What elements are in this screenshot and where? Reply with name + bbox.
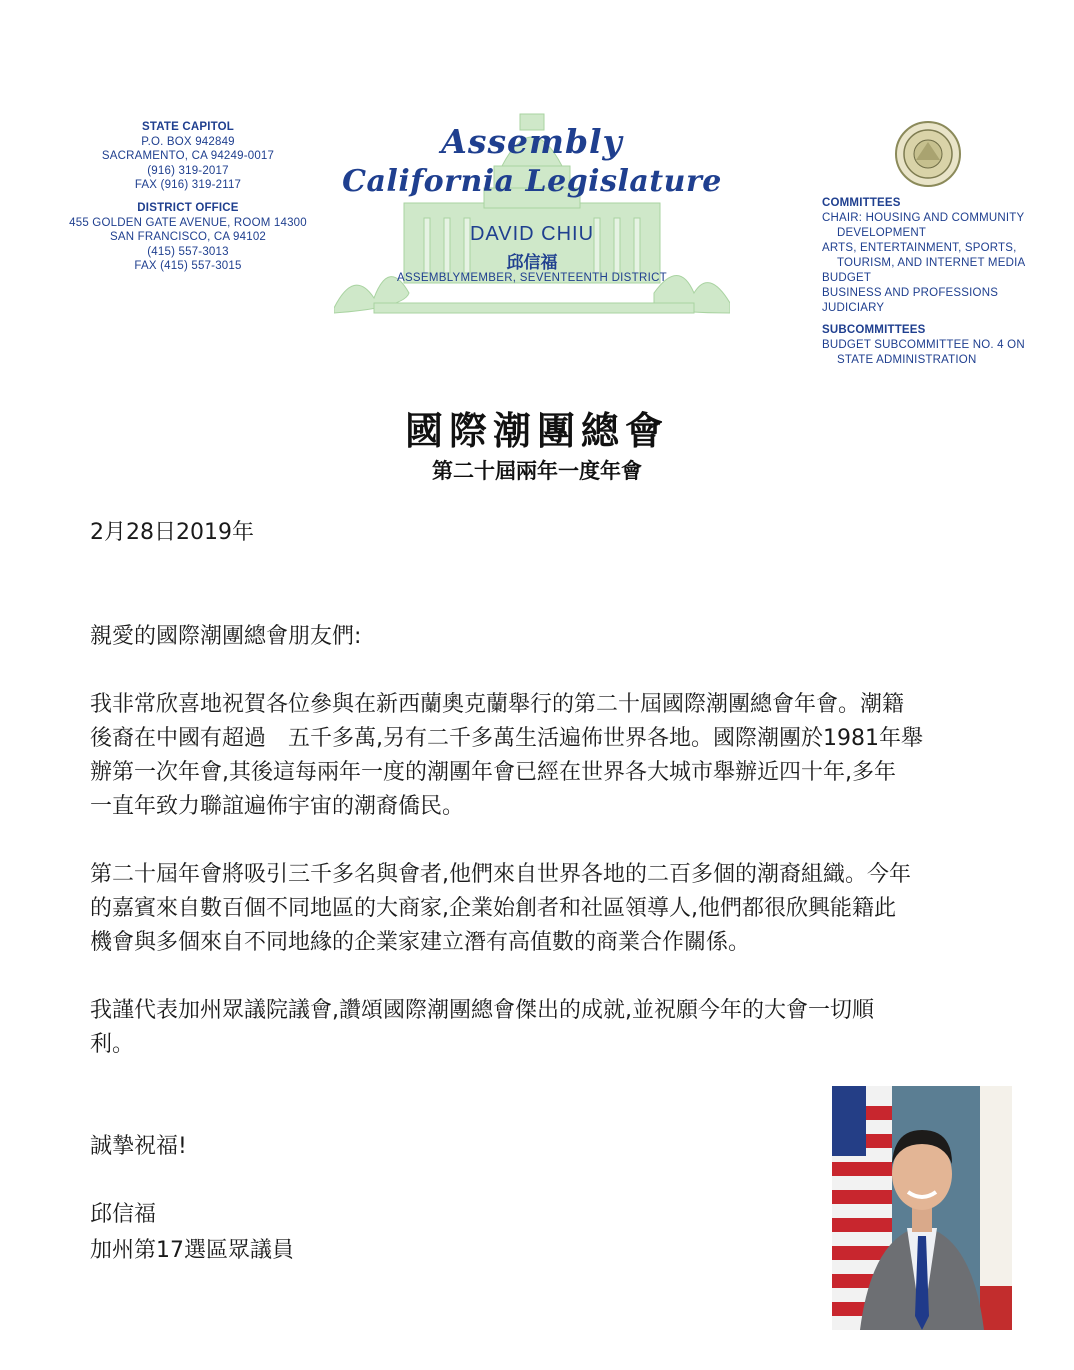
subcommittee-line: STATE ADMINISTRATION [837,354,977,366]
committee-line: ARTS, ENTERTAINMENT, SPORTS, [822,242,1017,254]
assembly-logo [334,108,730,318]
paragraph-line: 機會與多個來自不同地緣的企業家建立潛有高值數的商業合作關係。 [90,930,751,955]
committee-line: CHAIR: HOUSING AND COMMUNITY [822,212,1025,224]
district-office-heading: DISTRICT OFFICE [137,201,239,214]
member-name: DAVID CHIU [469,223,595,245]
committee-line: TOURISM, AND INTERNET MEDIA [837,257,1026,269]
committees-block [822,196,1062,368]
signature-name: 邱信福 [90,1202,157,1227]
paragraph-line: 一直年致力聯誼遍佈宇宙的潮裔僑民。 [90,794,465,819]
letter-paragraph-2 [90,858,1020,960]
district-line: FAX (415) 557-3015 [134,260,242,273]
paragraph-line: 第二十屆年會將吸引三千多名與會者,他們來自世界各地的二百多個的潮裔組織。今年 [90,862,911,887]
document-subtitle: 第二十屆兩年一度年會 [432,459,642,483]
paragraph-line: 辦第一次年會,其後這每兩年一度的潮團年會已經在世界各大城市舉辦近四十年,多年 [90,760,896,785]
paragraph-line: 後裔在中國有超過 五千多萬,另有二千多萬生活遍佈世界各地。國際潮團於1981年舉 [90,726,923,751]
capitol-line: P.O. BOX 942849 [141,135,235,148]
capitol-heading: STATE CAPITOL [141,121,235,133]
subcommittee-line: BUDGET SUBCOMMITTEE NO. 4 ON [822,339,1025,351]
signature-title: 加州第17選區眾議員 [90,1238,294,1263]
letter-paragraph-1 [90,688,1020,824]
letter-paragraph-3 [90,994,1020,1062]
legislature-heading: California Legislature [342,164,722,199]
committee-line: JUDICIARY [822,302,885,314]
paragraph-line: 的嘉賓來自數百個不同地區的大商家,企業始創者和社區領導人,他們都很欣興能籍此 [90,896,896,921]
assembly-heading: Assembly [441,122,623,161]
paragraph-line: 利。 [90,1032,135,1057]
capitol-line: SACRAMENTO, CA 94249-0017 [101,150,275,163]
letter-greeting: 親愛的國際潮團總會朋友們: [90,624,362,649]
letter-closing: 誠摯祝福! [90,1134,187,1159]
capitol-line: (916) 319-2017 [147,164,229,177]
district-line: SAN FRANCISCO, CA 94102 [109,231,267,244]
document-title: 國際潮團總會 [404,409,669,453]
committee-line: DEVELOPMENT [837,227,927,239]
committee-line: BUSINESS AND PROFESSIONS [822,287,999,299]
committees-heading: COMMITTEES [822,197,901,209]
district-line: 455 GOLDEN GATE AVENUE, ROOM 14300 [69,216,307,229]
portrait-photo [832,1086,1012,1330]
committee-line: BUDGET [822,272,872,284]
office-address-block [48,120,328,274]
letter-date: 2月28日2019年 [90,520,254,545]
paragraph-line: 我非常欣喜地祝賀各位參與在新西蘭奧克蘭舉行的第二十屆國際潮團總會年會。潮籍 [90,692,905,717]
capitol-line: FAX (916) 319-2117 [134,179,242,192]
paragraph-line: 我謹代表加州眾議院議會,讚頌國際潮團總會傑出的成就,並祝願今年的大會一切順 [90,998,874,1023]
member-name-chinese: 邱信福 [506,253,558,273]
district-line: (415) 557-3013 [147,245,229,258]
subcommittees-heading: SUBCOMMITTEES [822,324,926,336]
state-seal-icon [894,120,962,188]
member-district: ASSEMBLYMEMBER, SEVENTEENTH DISTRICT [396,272,667,284]
